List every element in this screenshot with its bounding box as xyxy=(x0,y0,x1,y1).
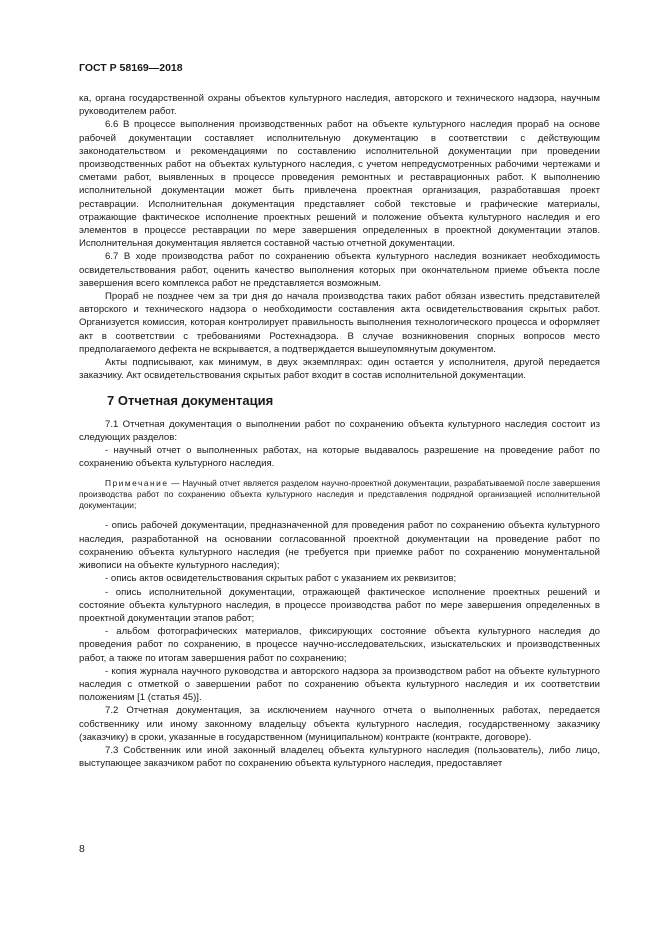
note-text: — Научный отчет является разделом научно-проектной документации, разрабатываемой после завершения производства работ по сохранению объекта культурного наследия и представления подрядной организацией исполнительной документации; xyxy=(79,478,600,511)
list-item: - опись актов освидетельствования скрытых работ с указанием их реквизитов; xyxy=(105,573,457,585)
paragraph-6-7: 6.7 В ходе производства работ по сохранению объекта культурного наследия возникает необходимость освидетельствования работ, оценить качество выполнения которых при окончательном приеме объекта после завершения всего комплекса работ не представляется возможным. xyxy=(79,251,600,289)
list-item: - копия журнала научного руководства и авторского надзора за производством работ на объекте культурного наследия с отметкой о завершении работ по сохранению объекта культурного наследия и их соответствии положениям [1 (статья 45)]. xyxy=(79,665,600,704)
paragraph: ка, органа государственной охраны объектов культурного наследия, авторского и технического надзора, научным руководителем работ. xyxy=(79,93,600,118)
paragraph-6-6: 6.6 В процессе выполнения производственных работ на объекте культурного наследия прораб на основе рабочей документации составляет исполнительную документацию в соответствии с действующим законодательством и рекомендациями по составлению исполнительной документации при проведении производственных работ на объектах культурного наследия, с учетом непредусмотренных рабочими чертежами и сметами работ, выявленных в процессе проведения ремонтных и реставрационных работ. К выполнению исполнительной документации может быть привлечена проектная организация, разработавшая проект реставрации. Исполнительная документация представляет собой текстовые и графические материалы, отражающие фактическое исполнение проектных решений и положение объекта культурного наследия и его элементов в процессе реставрации по мере завершения определенных в проектной документации этапов. Исполнительная документация является составной частью отчетной документации. xyxy=(79,119,600,250)
note xyxy=(79,478,600,511)
document-header: ГОСТ Р 58169—2018 xyxy=(79,62,183,74)
list-item: - альбом фотографических материалов, фиксирующих состояние объекта культурного наследия до проведения работ по сохранению, в процессе научно-исследовательских, изыскательских и производственных работ, а также по итогам завершения работ по сохранению; xyxy=(79,626,600,664)
list-item: - опись исполнительной документации, отражающей фактическое исполнение проектных решений и состояние объекта культурного наследия, в процессе производства работ по мере завершения определенных в проектной документации этапов работ; xyxy=(79,586,600,624)
page-number: 8 xyxy=(79,843,85,855)
paragraph-7-3: 7.3 Собственник или иной законный владелец объекта культурного наследия (пользователь), либо лицо, выступающее заказчиком работ по сохранению объекта культурного наследия, предоставляет xyxy=(79,744,600,770)
list-item: - опись рабочей документации, предназначенной для проведения работ по сохранению объекта культурного наследия, разработанной на основании согласованной проектной документации на проведение работ по сохранению объекта культурного наследия (не требуется при приемке работ по сохранению монументальной живописи на объекте культурного наследия); xyxy=(79,520,600,572)
paragraph-7-1: 7.1 Отчетная документация о выполнении работ по сохранению объекта культурного наследия состоит из следующих разделов: xyxy=(79,418,600,443)
section-title: 7 Отчетная документация xyxy=(107,393,274,409)
paragraph: Прораб не позднее чем за три дня до начала производства таких работ обязан известить представителей авторского и технического надзора о необходимости составления акта освидетельствования скрытых работ. Организуется комиссия, которая контролирует правильность выполнения технологического процесса и оформляет акт в соответствии с требованиями Ростехнадзора. В случае возникновения спорных вопросов место предполагаемого дефекта не вскрывается, а подтверждается вышеупомянутым документом. xyxy=(79,291,600,355)
list-item: - научный отчет о выполненных работах, на которые выдавалось разрешение на проведение работ по сохранению объекта культурного наследия. xyxy=(79,445,600,470)
note-label: Примечание xyxy=(105,478,169,489)
paragraph: Акты подписывают, как минимум, в двух экземплярах: один остается у исполнителя, другой передается заказчику. Акт освидетельствования скрытых работ входит в состав исполнительной документации. xyxy=(79,357,600,382)
paragraph-7-2: 7.2 Отчетная документация, за исключением научного отчета о выполненных работах, передается собственнику или иному законному владельцу объекта культурного наследия, государственному заказчику (заказчику) в сроки, указанные в государственном (муниципальном) контракте (контракте, договоре). xyxy=(79,705,600,743)
document-body xyxy=(79,92,600,770)
